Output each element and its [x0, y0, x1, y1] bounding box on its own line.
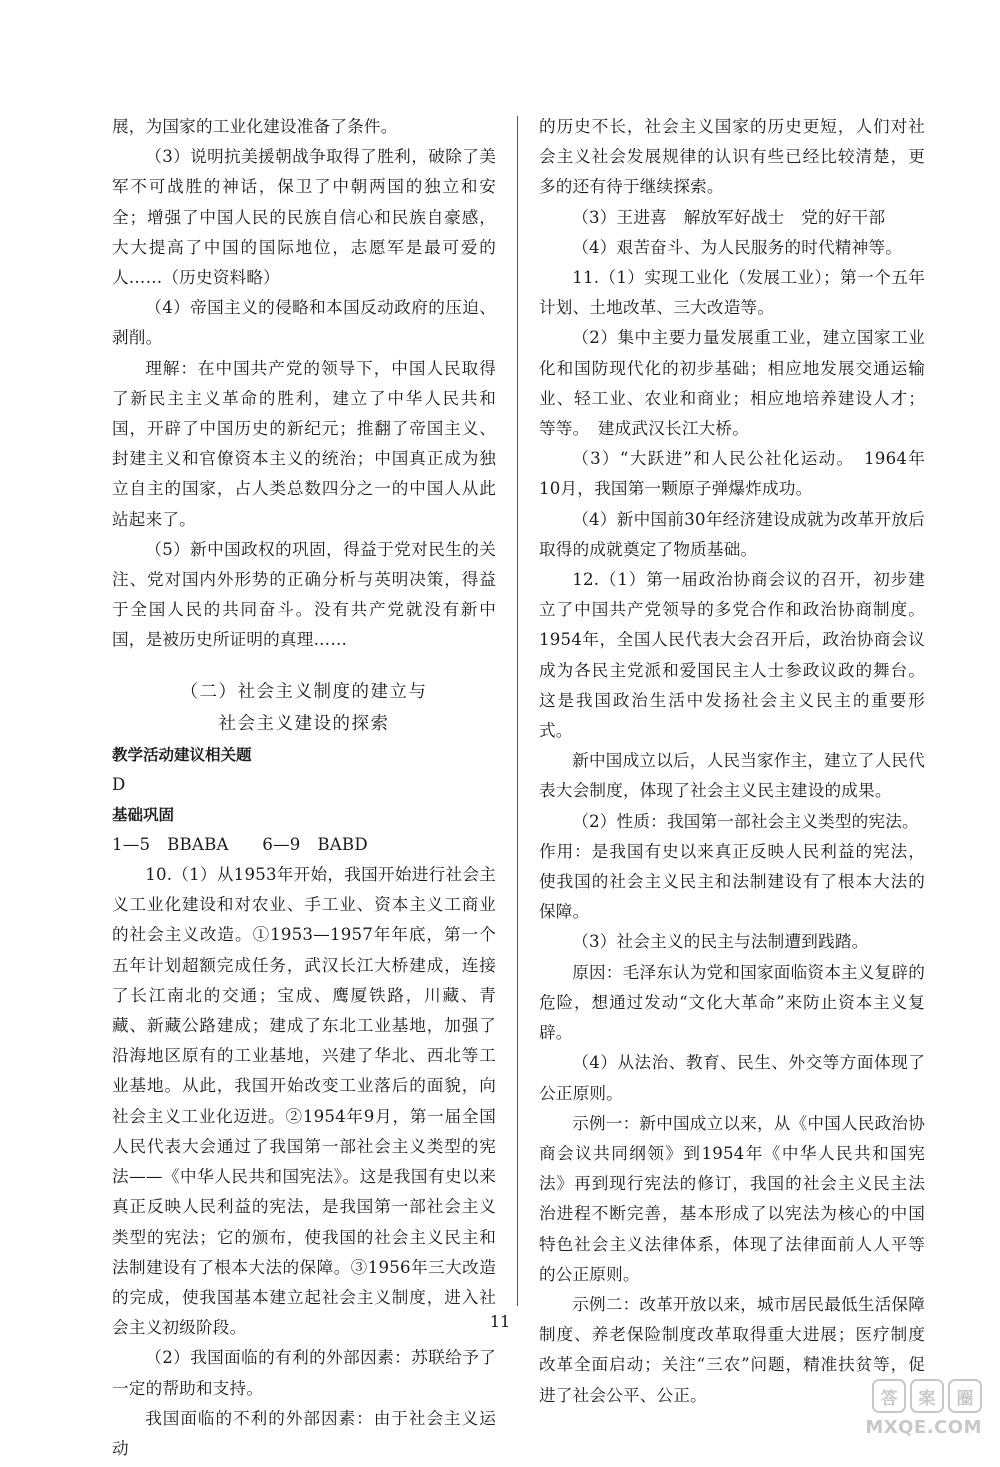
- section-title-line2: 社会主义建设的探索: [218, 713, 390, 734]
- watermark-char: 答: [872, 1379, 906, 1413]
- paragraph: 11.（1）实现工业化（发展工业）；第一个五年计划、土地改革、三大改造等。: [539, 268, 925, 318]
- right-column: [539, 112, 925, 1411]
- paragraph: （4）从法治、教育、民生、外交等方面体现了公正原则。: [539, 1053, 925, 1103]
- watermark-char: 案: [910, 1379, 944, 1413]
- left-column: [112, 112, 496, 1464]
- subhead-basic: 基础巩固: [112, 805, 175, 824]
- paragraph: （3）说明抗美援朝战争取得了胜利，破除了美军不可战胜的神话，保卫了中朝两国的独立和安全；增强了中国人民的民族自信心和民族自豪感，大大提高了中国的国际地位，志愿军是最可爱的人……（历史资料略）: [112, 147, 496, 288]
- paragraph: 作用：是我国有史以来真正反映人民利益的宪法，使我国的社会主义民主和法制建设有了根本大法的保障。: [539, 841, 925, 922]
- paragraph: （2）我国面临的有利的外部因素：苏联给予了一定的帮助和支持。: [112, 1348, 496, 1398]
- watermark-char: 圈: [948, 1379, 982, 1413]
- paragraph: 10.（1）从1953年开始，我国开始进行社会主义工业化建设和对农业、手工业、资本主义工商业的社会主义改造。①1953—1957年年底，第一个五年计划超额完成任务，武汉长江大桥建成，连接了长江南北的交通；宝成、鹰厦铁路，川藏、青藏、新藏公路建成；建成了东北工业基地，加强了沿海地区原有的工业基地，兴建了华北、西北等工业基地。从此，我国开始改变工业落后的面貌，向社会主义工业化迈进。②1954年9月，第一届全国人民代表大会通过了我国第一部社会主义类型的宪法——《中华人民共和国宪法》。这是我国有史以来真正反映人民利益的宪法，是我国第一部社会主义类型的宪法；它的颁布，使我国的社会主义民主和法制建设有了根本大法的保障。③1956年三大改造的完成，使我国基本建立起社会主义制度，进入社会主义初级阶段。: [112, 865, 496, 1338]
- paragraph: 示例二：改革开放以来，城市居民最低生活保障制度、养老保险制度改革取得重大进展；医疗制度改革全面启动；关注“三农”问题，精准扶贫等，促进了社会公平、公正。: [539, 1294, 925, 1405]
- paragraph: 新中国成立以后，人民当家作主，建立了人民代表大会制度，体现了社会主义民主建设的成果。: [539, 751, 925, 801]
- paragraph: 理解：在中国共产党的领导下，中国人民取得了新民主主义革命的胜利，建立了中华人民共和国，开辟了中国历史的新纪元；推翻了帝国主义、封建主义和官僚资本主义的统治；中国真正成为独立自主的国家，占人类总数四分之一的中国人从此站起来了。: [112, 358, 496, 529]
- paragraph: （5）新中国政权的巩固，得益于党对民生的关注、党对国内外形势的正确分析与英明决策，得益于全国人民的共同奋斗。没有共产党就没有新中国，是被历史所证明的真理……: [112, 539, 496, 650]
- subhead-activity: 教学活动建议相关题: [112, 745, 252, 764]
- paragraph: 原因：毛泽东认为党和国家面临资本主义复辟的危险，想通过发动“文化大革命”来防止资本主义复辟。: [539, 962, 925, 1043]
- paragraph: 的历史不长，社会主义国家的历史更短，人们对社会主义社会发展规律的认识有些已经比较清楚，更多的还有待于继续探索。: [539, 117, 925, 197]
- paragraph: （3）社会主义的民主与法制遭到践踏。: [572, 932, 869, 952]
- section-title-line1: （二）社会主义制度的建立与: [180, 681, 428, 702]
- paragraph: （3）王进喜 解放军好战士 党的好干部: [572, 207, 886, 227]
- watermark-logo: [832, 1379, 982, 1447]
- column-divider: [517, 116, 518, 1306]
- paragraph: （4）新中国前30年经济建设成就为改革开放后取得的成就奠定了物质基础。: [539, 509, 925, 559]
- activity-answer: D: [112, 774, 126, 794]
- paragraph: 展，为国家的工业化建设准备了条件。: [112, 117, 398, 136]
- paragraph: 12.（1）第一届政治协商会议的召开，初步建立了中国共产党领导的多党合作和政治协商制度。1954年，全国人民代表大会召开后，政治协商会议成为各民主党派和爱国民主人士参政议政的舞台。这是我国政治生活中发扬社会主义民主的重要形式。: [539, 570, 925, 741]
- paragraph: （2）性质：我国第一部社会主义类型的宪法。: [572, 811, 919, 831]
- paragraph: （4）艰苦奋斗、为人民服务的时代精神等。: [572, 237, 903, 257]
- page-number: 11: [489, 1312, 511, 1331]
- paragraph: （4）帝国主义的侵略和本国反动政府的压迫、剥削。: [112, 298, 496, 348]
- paragraph: 示例一：新中国成立以来，从《中国人民政治协商会议共同纲领》到1954年《中华人民共和国宪法》再到现行宪法的修订，我国的社会主义民主法治进程不断完善，基本形成了以宪法为核心的中国特色社会主义法律体系，体现了法律面前人人平等的公正原则。: [539, 1113, 925, 1284]
- basic-answers: 1—5 BBABA 6—9 BABD: [112, 834, 368, 854]
- watermark-url: MXQE.COM: [865, 1417, 982, 1438]
- paragraph: （2）集中主要力量发展重工业，建立国家工业化和国防现代化的初步基础；相应地发展交通运输业、轻工业、农业和商业；相应地培养建设人才；等等。 建成武汉长江大桥。: [539, 328, 925, 439]
- paragraph: （3）“大跃进”和人民公社化运动。 1964年10月，我国第一颗原子弹爆炸成功。: [539, 449, 925, 499]
- paragraph: 我国面临的不利的外部因素：由于社会主义运动: [112, 1408, 496, 1458]
